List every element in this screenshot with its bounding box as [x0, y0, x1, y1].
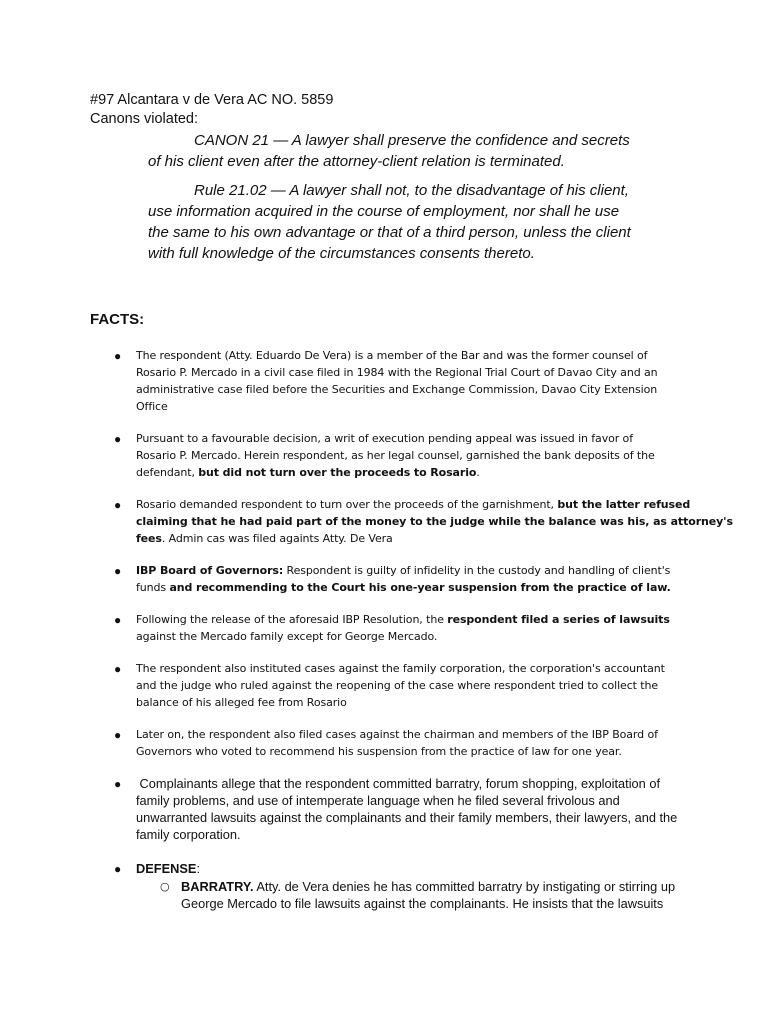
bullet-icon: ●	[114, 862, 122, 876]
text: Pursuant to a favourable decision, a writ of execution pending appeal was issued in favor of	[136, 432, 633, 445]
fact-line	[136, 628, 696, 645]
barratry-line: George Mercado to file lawsuits against the complainants. He insists that the lawsuits	[181, 896, 664, 911]
rule-21-02	[148, 180, 648, 264]
fact-line	[136, 726, 696, 743]
text: Following the release of the aforesaid IBP Resolution, the	[136, 613, 448, 626]
barratry-label: BARRATRY.	[181, 879, 254, 894]
bold-text: but the latter refused	[557, 498, 691, 511]
bullet-icon: ●	[114, 432, 122, 446]
text: Respondent is guilty of infidelity in the custody and handling of client's	[283, 564, 671, 577]
bullet-icon: ●	[114, 777, 122, 791]
rule-21-02-line: the same to his own advantage or that of a third person, unless the client	[148, 224, 631, 241]
bold-text: claiming that he had paid part of the money to the judge while the balance was his, as attorney's	[136, 515, 733, 528]
fact-line	[136, 430, 696, 447]
bullet-icon: ●	[114, 613, 122, 627]
facts-heading: FACTS:	[90, 311, 145, 328]
text: Governors who voted to recommend his suspension from the practice of law for one year.	[136, 745, 622, 758]
fact-line	[136, 611, 696, 628]
fact-line	[136, 562, 696, 579]
text: Later on, the respondent also filed cases against the chairman and members of the IBP Board of	[136, 728, 658, 741]
fact-line	[136, 398, 696, 415]
fact-line	[136, 364, 696, 381]
fact-item	[136, 726, 696, 760]
bullet-icon: ●	[114, 498, 122, 512]
text: Rosario demanded respondent to turn over the proceeds of the garnishment,	[136, 498, 558, 511]
text: balance of his alleged fee from Rosario	[136, 696, 347, 709]
fact-line	[136, 660, 696, 677]
fact-item	[136, 611, 696, 645]
bold-text: IBP Board of Governors:	[136, 564, 284, 577]
text: . Admin cas was filed againts Atty. De Vera	[161, 532, 393, 545]
fact-item	[136, 430, 696, 481]
fact-line	[136, 447, 696, 464]
fact-line	[136, 677, 696, 694]
rule-21-02-line: Rule 21.02 — A lawyer shall not, to the disadvantage of his client,	[194, 182, 629, 199]
barratry-text: Atty. de Vera denies he has committed barratry by instigating or stirring up	[253, 879, 676, 894]
paragraph-line: family corporation.	[136, 827, 241, 842]
fact-line	[136, 464, 696, 481]
fact-line	[136, 496, 696, 513]
bullet-icon: ●	[114, 349, 122, 363]
text: .	[476, 466, 480, 479]
text: The respondent also instituted cases against the family corporation, the corporation's accountant	[136, 662, 665, 675]
defense-colon: :	[196, 861, 201, 876]
complainants-paragraph	[136, 775, 696, 843]
fact-line	[136, 743, 696, 760]
text: funds	[136, 581, 170, 594]
fact-item	[136, 660, 696, 711]
barratry-line	[181, 878, 675, 895]
bold-text: respondent filed a series of lawsuits	[447, 613, 670, 626]
bold-text: fees	[136, 532, 162, 545]
case-title: #97 Alcantara v de Vera AC NO. 5859	[90, 92, 334, 108]
canon-21-line: CANON 21 — A lawyer shall preserve the confidence and secrets	[194, 132, 630, 149]
paragraph-line: Complainants allege that the respondent committed barratry, forum shopping, exploitation of	[136, 776, 661, 791]
fact-line	[136, 347, 696, 364]
text: Rosario P. Mercado in a civil case filed in 1984 with the Regional Trial Court of Davao City and an	[136, 366, 658, 379]
fact-item	[136, 562, 696, 596]
rule-21-02-line: with full knowledge of the circumstances consents thereto.	[148, 245, 535, 262]
text: defendant,	[136, 466, 199, 479]
rule-21-02-line: use information acquired in the course of employment, nor shall he use	[148, 203, 620, 220]
bullet-icon: ●	[114, 728, 122, 742]
fact-line	[136, 513, 733, 530]
text: administrative case filed before the Securities and Exchange Commission, Davao City Extension	[136, 383, 658, 396]
fact-line	[136, 381, 696, 398]
paragraph-line: unwarranted lawsuits against the complainants and their family members, their lawyers, and the	[136, 810, 678, 825]
text: The respondent (Atty. Eduardo De Vera) is a member of the Bar and was the former counsel of	[136, 349, 648, 362]
text: and the judge who ruled against the reopening of the case where respondent tried to collect the	[136, 679, 659, 692]
fact-line	[136, 579, 696, 596]
bullet-icon: ●	[114, 564, 122, 578]
paragraph-line: family problems, and use of intemperate language when he filed several frivolous and	[136, 793, 620, 808]
fact-item	[136, 496, 733, 547]
text: Office	[136, 400, 168, 413]
text: Rosario P. Mercado. Herein respondent, as her legal counsel, garnished the bank deposits of the	[136, 449, 655, 462]
canon-21	[148, 130, 648, 172]
defense-label: DEFENSE	[136, 861, 197, 876]
defense-heading	[136, 860, 200, 877]
circle-bullet-icon: ○	[160, 880, 170, 893]
text: against the Mercado family except for George Mercado.	[136, 630, 438, 643]
bold-text: but did not turn over the proceeds to Rosario	[198, 466, 477, 479]
canons-label: Canons violated:	[90, 111, 199, 127]
canon-21-line: of his client even after the attorney-client relation is terminated.	[148, 153, 565, 170]
fact-line	[136, 530, 696, 547]
fact-item	[136, 347, 696, 415]
bold-text: and recommending to the Court his one-year suspension from the practice of law.	[169, 581, 671, 594]
fact-line	[136, 694, 696, 711]
bullet-icon: ●	[114, 662, 122, 676]
